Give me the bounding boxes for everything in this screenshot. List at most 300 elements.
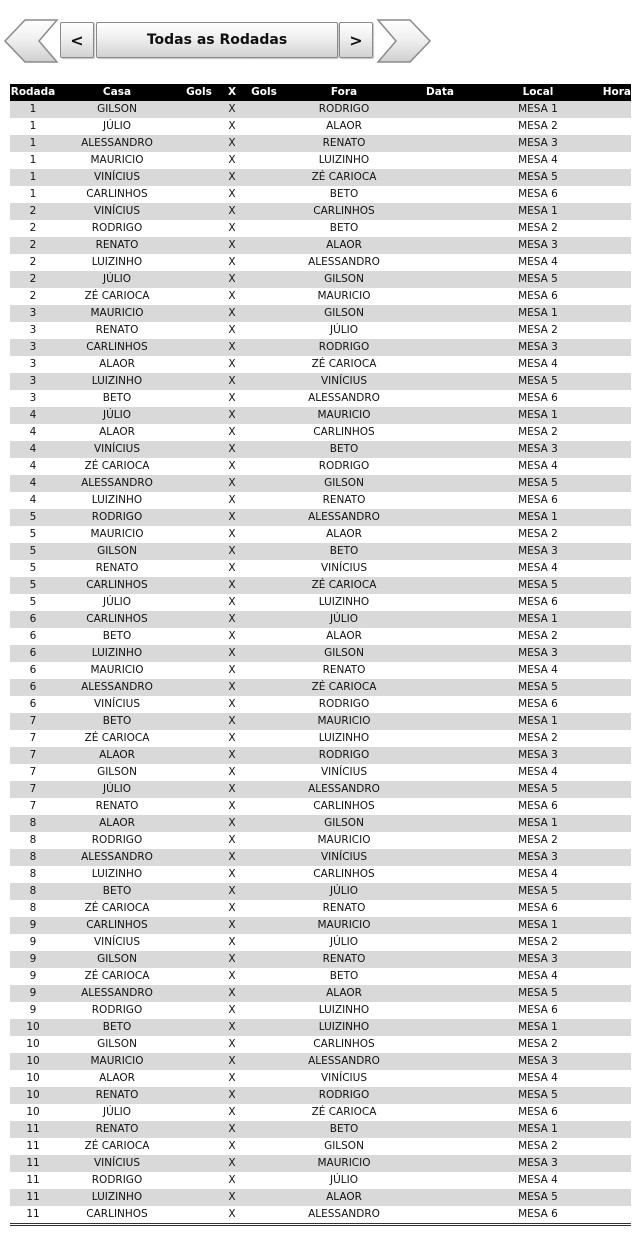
cell-gols-casa[interactable] bbox=[178, 475, 220, 492]
cell-gols-fora[interactable] bbox=[244, 186, 284, 203]
cell-gols-fora[interactable] bbox=[244, 849, 284, 866]
cell-hora[interactable] bbox=[600, 305, 631, 322]
cell-gols-casa[interactable] bbox=[178, 492, 220, 509]
cell-data[interactable] bbox=[404, 1206, 476, 1223]
cell-casa: MAURICIO bbox=[56, 662, 178, 679]
cell-gols-casa[interactable] bbox=[178, 1104, 220, 1121]
cell-data[interactable] bbox=[404, 1002, 476, 1019]
cell-hora[interactable] bbox=[600, 152, 631, 169]
cell-gols-casa[interactable] bbox=[178, 968, 220, 985]
cell-gols-casa[interactable] bbox=[178, 832, 220, 849]
cell-data[interactable] bbox=[404, 118, 476, 135]
cell-data[interactable] bbox=[404, 169, 476, 186]
cell-local: MESA 4 bbox=[476, 968, 600, 985]
cell-data[interactable] bbox=[404, 186, 476, 203]
cell-data[interactable] bbox=[404, 1019, 476, 1036]
cell-gols-fora[interactable] bbox=[244, 832, 284, 849]
cell-gols-fora[interactable] bbox=[244, 1172, 284, 1189]
cell-fora: ALESSANDRO bbox=[284, 781, 404, 798]
cell-gols-casa[interactable] bbox=[178, 1121, 220, 1138]
cell-hora[interactable] bbox=[600, 1036, 631, 1053]
cell-gols-fora[interactable] bbox=[244, 560, 284, 577]
cell-data[interactable] bbox=[404, 254, 476, 271]
cell-gols-casa[interactable] bbox=[178, 152, 220, 169]
cell-x: X bbox=[220, 1036, 244, 1053]
cell-data[interactable] bbox=[404, 611, 476, 628]
cell-hora[interactable] bbox=[600, 662, 631, 679]
cell-gols-casa[interactable] bbox=[178, 339, 220, 356]
cell-hora[interactable] bbox=[600, 458, 631, 475]
cell-data[interactable] bbox=[404, 237, 476, 254]
cell-gols-casa[interactable] bbox=[178, 271, 220, 288]
table-row bbox=[10, 492, 631, 509]
cell-hora[interactable] bbox=[600, 1189, 631, 1206]
cell-gols-fora[interactable] bbox=[244, 509, 284, 526]
cell-gols-fora[interactable] bbox=[244, 475, 284, 492]
cell-local: MESA 4 bbox=[476, 866, 600, 883]
cell-gols-fora[interactable] bbox=[244, 203, 284, 220]
cell-gols-fora[interactable] bbox=[244, 407, 284, 424]
cell-gols-casa[interactable] bbox=[178, 1036, 220, 1053]
cell-gols-casa[interactable] bbox=[178, 645, 220, 662]
cell-gols-casa[interactable] bbox=[178, 322, 220, 339]
cell-hora[interactable] bbox=[600, 1155, 631, 1172]
cell-gols-fora[interactable] bbox=[244, 815, 284, 832]
table-row bbox=[10, 730, 631, 747]
cell-gols-casa[interactable] bbox=[178, 254, 220, 271]
cell-hora[interactable] bbox=[600, 441, 631, 458]
cell-gols-casa[interactable] bbox=[178, 543, 220, 560]
cell-gols-fora[interactable] bbox=[244, 390, 284, 407]
cell-gols-fora[interactable] bbox=[244, 305, 284, 322]
cell-gols-casa[interactable] bbox=[178, 917, 220, 934]
cell-x: X bbox=[220, 220, 244, 237]
cell-data[interactable] bbox=[404, 849, 476, 866]
previous-round-button[interactable] bbox=[60, 22, 94, 58]
cell-gols-fora[interactable] bbox=[244, 577, 284, 594]
cell-gols-casa[interactable] bbox=[178, 934, 220, 951]
cell-gols-casa[interactable] bbox=[178, 441, 220, 458]
cell-hora[interactable] bbox=[600, 594, 631, 611]
cell-data[interactable] bbox=[404, 662, 476, 679]
cell-hora[interactable] bbox=[600, 951, 631, 968]
cell-gols-casa[interactable] bbox=[178, 1053, 220, 1070]
cell-data[interactable] bbox=[404, 101, 476, 118]
cell-gols-fora[interactable] bbox=[244, 1070, 284, 1087]
cell-gols-casa[interactable] bbox=[178, 696, 220, 713]
cell-gols-fora[interactable] bbox=[244, 135, 284, 152]
cell-data[interactable] bbox=[404, 815, 476, 832]
cell-hora[interactable] bbox=[600, 203, 631, 220]
cell-hora[interactable] bbox=[600, 747, 631, 764]
table-row bbox=[10, 101, 631, 118]
cell-hora[interactable] bbox=[600, 1053, 631, 1070]
cell-data[interactable] bbox=[404, 288, 476, 305]
cell-gols-casa[interactable] bbox=[178, 1019, 220, 1036]
cell-gols-casa[interactable] bbox=[178, 679, 220, 696]
cell-gols-fora[interactable] bbox=[244, 662, 284, 679]
cell-hora[interactable] bbox=[600, 186, 631, 203]
cell-gols-fora[interactable] bbox=[244, 237, 284, 254]
cell-gols-fora[interactable] bbox=[244, 373, 284, 390]
cell-data[interactable] bbox=[404, 1070, 476, 1087]
cell-gols-casa[interactable] bbox=[178, 985, 220, 1002]
cell-hora[interactable] bbox=[600, 866, 631, 883]
cell-gols-casa[interactable] bbox=[178, 458, 220, 475]
cell-hora[interactable] bbox=[600, 237, 631, 254]
cell-gols-fora[interactable] bbox=[244, 1036, 284, 1053]
cell-gols-fora[interactable] bbox=[244, 985, 284, 1002]
cell-data[interactable] bbox=[404, 1189, 476, 1206]
cell-gols-fora[interactable] bbox=[244, 679, 284, 696]
cell-gols-fora[interactable] bbox=[244, 645, 284, 662]
cell-gols-fora[interactable] bbox=[244, 1189, 284, 1206]
cell-gols-fora[interactable] bbox=[244, 951, 284, 968]
cell-hora[interactable] bbox=[600, 577, 631, 594]
cell-gols-casa[interactable] bbox=[178, 730, 220, 747]
table-row bbox=[10, 594, 631, 611]
cell-gols-fora[interactable] bbox=[244, 611, 284, 628]
cell-hora[interactable] bbox=[600, 713, 631, 730]
cell-hora[interactable] bbox=[600, 526, 631, 543]
cell-data[interactable] bbox=[404, 577, 476, 594]
cell-hora[interactable] bbox=[600, 135, 631, 152]
cell-gols-fora[interactable] bbox=[244, 492, 284, 509]
cell-gols-fora[interactable] bbox=[244, 271, 284, 288]
cell-hora[interactable] bbox=[600, 407, 631, 424]
cell-data[interactable] bbox=[404, 781, 476, 798]
cell-gols-casa[interactable] bbox=[178, 883, 220, 900]
cell-hora[interactable] bbox=[600, 1206, 631, 1223]
cell-data[interactable] bbox=[404, 509, 476, 526]
cell-data[interactable] bbox=[404, 900, 476, 917]
cell-data[interactable] bbox=[404, 373, 476, 390]
cell-x: X bbox=[220, 101, 244, 118]
cell-gols-casa[interactable] bbox=[178, 611, 220, 628]
cell-gols-casa[interactable] bbox=[178, 594, 220, 611]
round-title-button[interactable] bbox=[96, 22, 338, 58]
table-row bbox=[10, 169, 631, 186]
cell-data[interactable] bbox=[404, 492, 476, 509]
cell-hora[interactable] bbox=[600, 322, 631, 339]
cell-hora[interactable] bbox=[600, 1019, 631, 1036]
cell-gols-casa[interactable] bbox=[178, 424, 220, 441]
table-row bbox=[10, 186, 631, 203]
cell-gols-fora[interactable] bbox=[244, 1155, 284, 1172]
cell-hora[interactable] bbox=[600, 1138, 631, 1155]
cell-hora[interactable] bbox=[600, 1121, 631, 1138]
cell-data[interactable] bbox=[404, 934, 476, 951]
cell-gols-fora[interactable] bbox=[244, 254, 284, 271]
cell-hora[interactable] bbox=[600, 373, 631, 390]
cell-hora[interactable] bbox=[600, 832, 631, 849]
cell-hora[interactable] bbox=[600, 271, 631, 288]
cell-gols-fora[interactable] bbox=[244, 866, 284, 883]
cell-rodada: 3 bbox=[10, 373, 56, 390]
cell-gols-fora[interactable] bbox=[244, 101, 284, 118]
cell-data[interactable] bbox=[404, 220, 476, 237]
cell-hora[interactable] bbox=[600, 730, 631, 747]
cell-gols-casa[interactable] bbox=[178, 662, 220, 679]
cell-data[interactable] bbox=[404, 594, 476, 611]
cell-data[interactable] bbox=[404, 356, 476, 373]
header-casa: Casa bbox=[56, 84, 178, 101]
cell-hora[interactable] bbox=[600, 798, 631, 815]
cell-gols-fora[interactable] bbox=[244, 1087, 284, 1104]
cell-gols-casa[interactable] bbox=[178, 849, 220, 866]
cell-fora: MAURICIO bbox=[284, 713, 404, 730]
cell-gols-fora[interactable] bbox=[244, 543, 284, 560]
cell-hora[interactable] bbox=[600, 390, 631, 407]
cell-gols-casa[interactable] bbox=[178, 135, 220, 152]
cell-gols-fora[interactable] bbox=[244, 1019, 284, 1036]
cell-hora[interactable] bbox=[600, 118, 631, 135]
cell-hora[interactable] bbox=[600, 288, 631, 305]
cell-hora[interactable] bbox=[600, 696, 631, 713]
cell-gols-casa[interactable] bbox=[178, 118, 220, 135]
cell-data[interactable] bbox=[404, 135, 476, 152]
cell-gols-casa[interactable] bbox=[178, 1206, 220, 1223]
cell-data[interactable] bbox=[404, 1087, 476, 1104]
cell-gols-casa[interactable] bbox=[178, 1070, 220, 1087]
cell-data[interactable] bbox=[404, 407, 476, 424]
cell-gols-fora[interactable] bbox=[244, 152, 284, 169]
cell-hora[interactable] bbox=[600, 968, 631, 985]
table-row bbox=[10, 815, 631, 832]
cell-gols-fora[interactable] bbox=[244, 220, 284, 237]
cell-data[interactable] bbox=[404, 798, 476, 815]
cell-data[interactable] bbox=[404, 764, 476, 781]
cell-gols-casa[interactable] bbox=[178, 220, 220, 237]
cell-gols-fora[interactable] bbox=[244, 781, 284, 798]
cell-data[interactable] bbox=[404, 526, 476, 543]
cell-data[interactable] bbox=[404, 968, 476, 985]
cell-gols-casa[interactable] bbox=[178, 747, 220, 764]
cell-gols-casa[interactable] bbox=[178, 1138, 220, 1155]
cell-gols-casa[interactable] bbox=[178, 373, 220, 390]
cell-data[interactable] bbox=[404, 1138, 476, 1155]
cell-local: MESA 3 bbox=[476, 339, 600, 356]
cell-hora[interactable] bbox=[600, 934, 631, 951]
cell-casa: RENATO bbox=[56, 1087, 178, 1104]
cell-gols-casa[interactable] bbox=[178, 951, 220, 968]
large-left-arrow-icon[interactable] bbox=[3, 18, 59, 64]
cell-gols-fora[interactable] bbox=[244, 441, 284, 458]
cell-hora[interactable] bbox=[600, 492, 631, 509]
cell-data[interactable] bbox=[404, 1172, 476, 1189]
cell-gols-fora[interactable] bbox=[244, 322, 284, 339]
cell-gols-casa[interactable] bbox=[178, 866, 220, 883]
cell-hora[interactable] bbox=[600, 781, 631, 798]
cell-data[interactable] bbox=[404, 679, 476, 696]
cell-data[interactable] bbox=[404, 560, 476, 577]
cell-gols-fora[interactable] bbox=[244, 696, 284, 713]
cell-data[interactable] bbox=[404, 305, 476, 322]
cell-gols-casa[interactable] bbox=[178, 628, 220, 645]
cell-hora[interactable] bbox=[600, 849, 631, 866]
cell-data[interactable] bbox=[404, 730, 476, 747]
cell-gols-casa[interactable] bbox=[178, 407, 220, 424]
cell-data[interactable] bbox=[404, 1104, 476, 1121]
cell-gols-casa[interactable] bbox=[178, 526, 220, 543]
cell-hora[interactable] bbox=[600, 254, 631, 271]
cell-gols-casa[interactable] bbox=[178, 1002, 220, 1019]
cell-gols-casa[interactable] bbox=[178, 781, 220, 798]
cell-hora[interactable] bbox=[600, 764, 631, 781]
cell-gols-casa[interactable] bbox=[178, 390, 220, 407]
cell-local: MESA 1 bbox=[476, 509, 600, 526]
cell-gols-casa[interactable] bbox=[178, 560, 220, 577]
cell-data[interactable] bbox=[404, 917, 476, 934]
cell-gols-casa[interactable] bbox=[178, 288, 220, 305]
cell-data[interactable] bbox=[404, 985, 476, 1002]
cell-gols-fora[interactable] bbox=[244, 798, 284, 815]
cell-gols-fora[interactable] bbox=[244, 730, 284, 747]
cell-hora[interactable] bbox=[600, 1104, 631, 1121]
cell-gols-casa[interactable] bbox=[178, 101, 220, 118]
cell-local: MESA 4 bbox=[476, 458, 600, 475]
cell-gols-fora[interactable] bbox=[244, 169, 284, 186]
cell-hora[interactable] bbox=[600, 424, 631, 441]
cell-data[interactable] bbox=[404, 1036, 476, 1053]
cell-gols-fora[interactable] bbox=[244, 356, 284, 373]
cell-gols-fora[interactable] bbox=[244, 713, 284, 730]
cell-data[interactable] bbox=[404, 696, 476, 713]
cell-gols-fora[interactable] bbox=[244, 1104, 284, 1121]
cell-gols-fora[interactable] bbox=[244, 288, 284, 305]
cell-data[interactable] bbox=[404, 339, 476, 356]
cell-gols-fora[interactable] bbox=[244, 1138, 284, 1155]
cell-gols-casa[interactable] bbox=[178, 203, 220, 220]
cell-data[interactable] bbox=[404, 883, 476, 900]
cell-gols-fora[interactable] bbox=[244, 424, 284, 441]
cell-gols-casa[interactable] bbox=[178, 1087, 220, 1104]
cell-gols-fora[interactable] bbox=[244, 764, 284, 781]
cell-hora[interactable] bbox=[600, 679, 631, 696]
cell-gols-casa[interactable] bbox=[178, 356, 220, 373]
header-rodada: Rodada bbox=[10, 84, 56, 101]
cell-data[interactable] bbox=[404, 424, 476, 441]
cell-gols-casa[interactable] bbox=[178, 1172, 220, 1189]
cell-gols-casa[interactable] bbox=[178, 798, 220, 815]
cell-gols-casa[interactable] bbox=[178, 509, 220, 526]
cell-gols-fora[interactable] bbox=[244, 526, 284, 543]
cell-gols-casa[interactable] bbox=[178, 169, 220, 186]
cell-data[interactable] bbox=[404, 322, 476, 339]
table-row bbox=[10, 288, 631, 305]
cell-gols-fora[interactable] bbox=[244, 594, 284, 611]
cell-x: X bbox=[220, 577, 244, 594]
cell-data[interactable] bbox=[404, 390, 476, 407]
cell-gols-casa[interactable] bbox=[178, 305, 220, 322]
cell-hora[interactable] bbox=[600, 543, 631, 560]
cell-x: X bbox=[220, 1155, 244, 1172]
cell-hora[interactable] bbox=[600, 815, 631, 832]
cell-gols-fora[interactable] bbox=[244, 968, 284, 985]
cell-hora[interactable] bbox=[600, 883, 631, 900]
cell-data[interactable] bbox=[404, 152, 476, 169]
cell-gols-casa[interactable] bbox=[178, 713, 220, 730]
cell-hora[interactable] bbox=[600, 917, 631, 934]
cell-gols-fora[interactable] bbox=[244, 934, 284, 951]
cell-gols-fora[interactable] bbox=[244, 1121, 284, 1138]
cell-hora[interactable] bbox=[600, 475, 631, 492]
cell-hora[interactable] bbox=[600, 645, 631, 662]
cell-gols-casa[interactable] bbox=[178, 237, 220, 254]
cell-data[interactable] bbox=[404, 1121, 476, 1138]
cell-hora[interactable] bbox=[600, 560, 631, 577]
cell-local: MESA 3 bbox=[476, 441, 600, 458]
cell-data[interactable] bbox=[404, 441, 476, 458]
cell-data[interactable] bbox=[404, 1053, 476, 1070]
cell-gols-fora[interactable] bbox=[244, 118, 284, 135]
cell-hora[interactable] bbox=[600, 1087, 631, 1104]
cell-hora[interactable] bbox=[600, 220, 631, 237]
cell-data[interactable] bbox=[404, 866, 476, 883]
cell-gols-fora[interactable] bbox=[244, 900, 284, 917]
cell-gols-fora[interactable] bbox=[244, 628, 284, 645]
cell-gols-fora[interactable] bbox=[244, 339, 284, 356]
cell-gols-fora[interactable] bbox=[244, 1053, 284, 1070]
cell-hora[interactable] bbox=[600, 611, 631, 628]
cell-hora[interactable] bbox=[600, 985, 631, 1002]
cell-data[interactable] bbox=[404, 271, 476, 288]
cell-data[interactable] bbox=[404, 475, 476, 492]
large-right-arrow-icon[interactable] bbox=[376, 18, 432, 64]
cell-hora[interactable] bbox=[600, 169, 631, 186]
cell-data[interactable] bbox=[404, 832, 476, 849]
cell-hora[interactable] bbox=[600, 900, 631, 917]
cell-gols-casa[interactable] bbox=[178, 1189, 220, 1206]
cell-data[interactable] bbox=[404, 1155, 476, 1172]
cell-gols-fora[interactable] bbox=[244, 747, 284, 764]
cell-hora[interactable] bbox=[600, 509, 631, 526]
cell-rodada: 4 bbox=[10, 441, 56, 458]
cell-data[interactable] bbox=[404, 458, 476, 475]
cell-data[interactable] bbox=[404, 645, 476, 662]
cell-gols-casa[interactable] bbox=[178, 186, 220, 203]
cell-gols-casa[interactable] bbox=[178, 577, 220, 594]
cell-gols-fora[interactable] bbox=[244, 1002, 284, 1019]
next-round-button[interactable] bbox=[339, 22, 373, 58]
cell-gols-fora[interactable] bbox=[244, 883, 284, 900]
cell-gols-casa[interactable] bbox=[178, 900, 220, 917]
cell-hora[interactable] bbox=[600, 1002, 631, 1019]
cell-x: X bbox=[220, 747, 244, 764]
cell-data[interactable] bbox=[404, 543, 476, 560]
cell-hora[interactable] bbox=[600, 1172, 631, 1189]
cell-x: X bbox=[220, 611, 244, 628]
cell-data[interactable] bbox=[404, 713, 476, 730]
cell-gols-casa[interactable] bbox=[178, 815, 220, 832]
table-row bbox=[10, 679, 631, 696]
cell-data[interactable] bbox=[404, 203, 476, 220]
cell-x: X bbox=[220, 288, 244, 305]
cell-gols-casa[interactable] bbox=[178, 764, 220, 781]
cell-gols-fora[interactable] bbox=[244, 917, 284, 934]
cell-data[interactable] bbox=[404, 628, 476, 645]
cell-data[interactable] bbox=[404, 747, 476, 764]
cell-hora[interactable] bbox=[600, 101, 631, 118]
cell-gols-fora[interactable] bbox=[244, 1206, 284, 1223]
cell-hora[interactable] bbox=[600, 356, 631, 373]
cell-hora[interactable] bbox=[600, 339, 631, 356]
cell-gols-casa[interactable] bbox=[178, 1155, 220, 1172]
cell-hora[interactable] bbox=[600, 628, 631, 645]
cell-data[interactable] bbox=[404, 951, 476, 968]
cell-hora[interactable] bbox=[600, 1070, 631, 1087]
cell-gols-fora[interactable] bbox=[244, 458, 284, 475]
